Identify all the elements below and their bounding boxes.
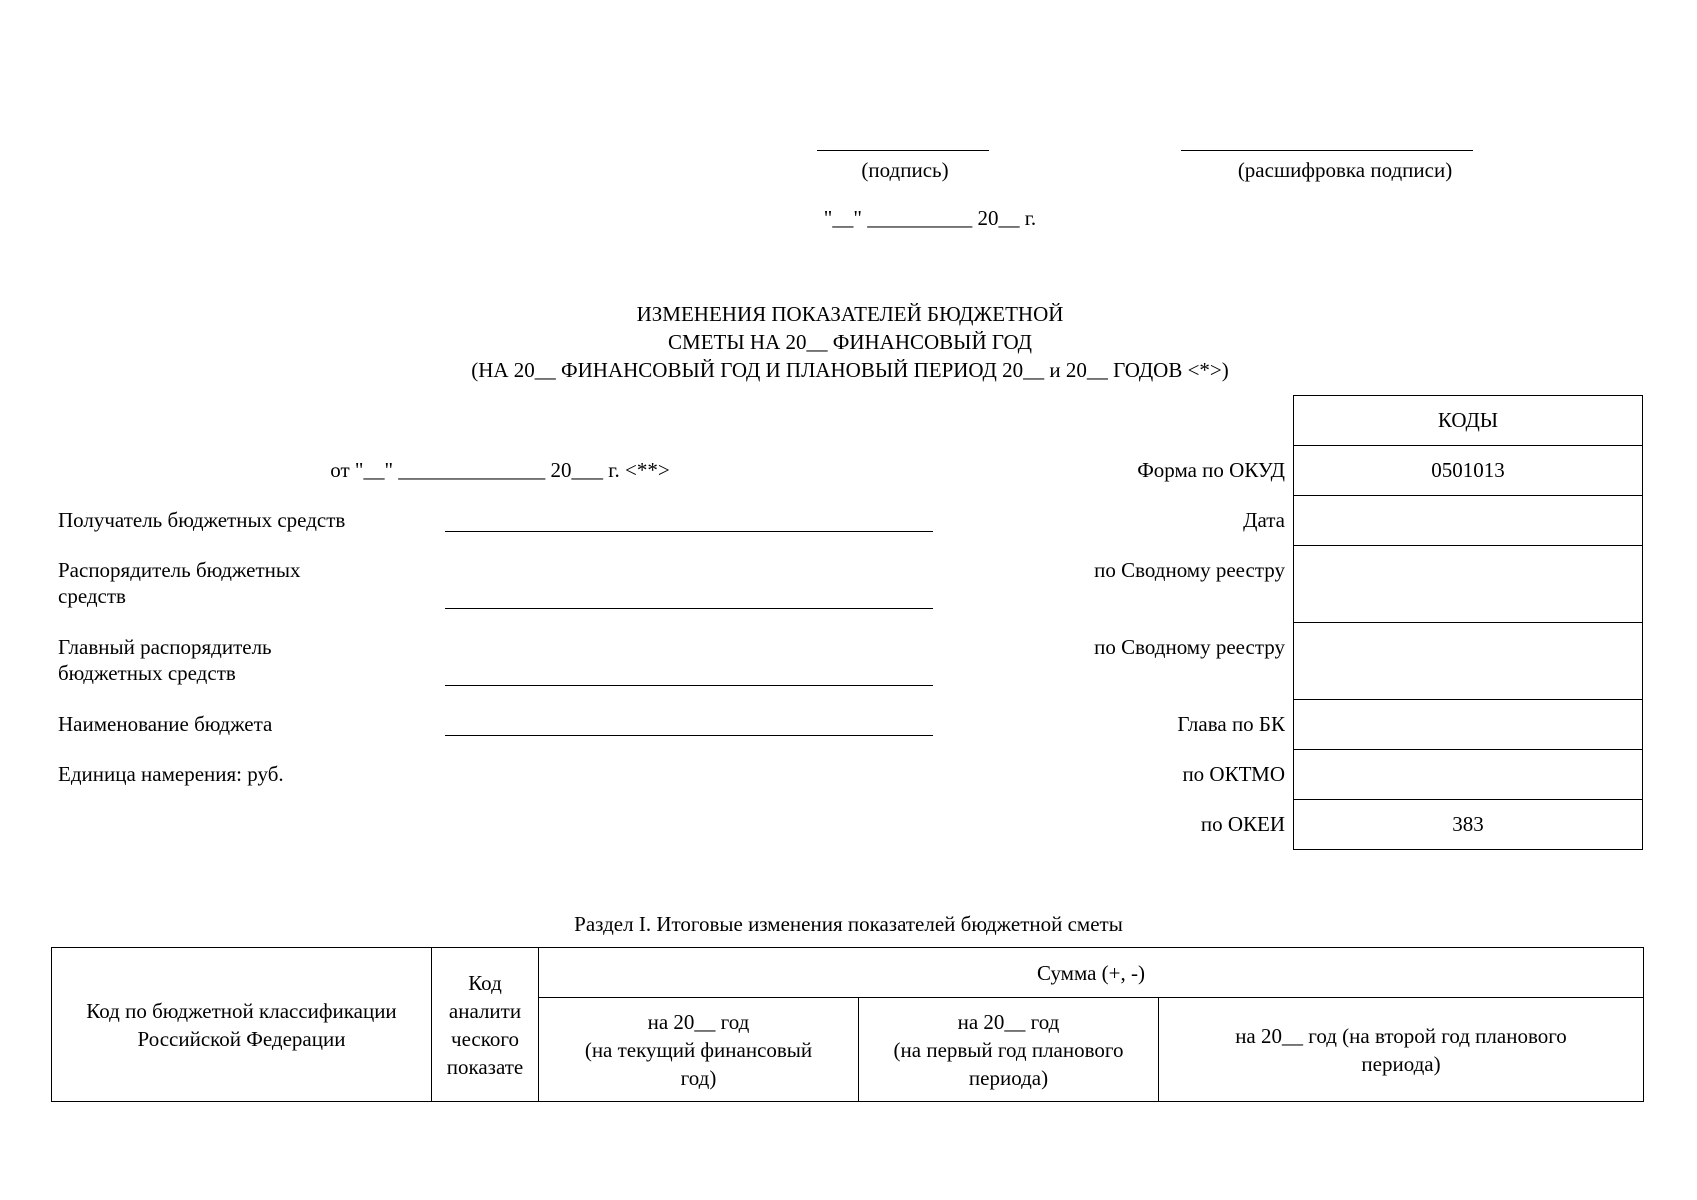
- signature-decoding-line[interactable]: [1181, 150, 1473, 151]
- unit-label: Единица намерения: руб.: [58, 762, 284, 786]
- analytic-code-header: [432, 948, 539, 1102]
- chief-manager-label-line-2: бюджетных средств: [58, 661, 236, 686]
- bk-code-header-line-1: Код по бюджетной классификации: [86, 998, 397, 1023]
- oktmo-label: по ОКТМО: [1182, 762, 1285, 786]
- year2-header-line-1: на 20__ год: [957, 1009, 1060, 1034]
- year1-header: [539, 998, 859, 1102]
- bk-code-header-line-2: Российской Федерации: [137, 1026, 346, 1051]
- okud-label: Форма по ОКУД: [1137, 458, 1285, 482]
- approval-date: "__" __________ 20__ г.: [823, 206, 1037, 230]
- okei-code[interactable]: 383: [1294, 800, 1643, 850]
- recipient-field[interactable]: [445, 531, 933, 532]
- recipient-label: Получатель бюджетных средств: [58, 508, 346, 532]
- analytic-code-header-line-3: ческого: [451, 1026, 519, 1051]
- signature-decoding-caption: (расшифровка подписи): [1237, 158, 1453, 182]
- chief-manager-label-line-1: Главный распорядитель: [58, 635, 272, 659]
- glava-bk-label: Глава по БК: [1177, 712, 1285, 736]
- title-line-2: СМЕТЫ НА 20__ ФИНАНСОВЫЙ ГОД: [668, 330, 1032, 354]
- manager-label-line-1: Распорядитель бюджетных: [58, 558, 301, 582]
- year2-header: [859, 998, 1159, 1102]
- date-code[interactable]: [1294, 496, 1643, 546]
- budget-changes-table: [51, 947, 1644, 1102]
- year3-header-line-1: на 20__ год (на второй год планового: [1235, 1023, 1567, 1048]
- sum-header: Сумма (+, -): [539, 948, 1644, 998]
- budget-name-field[interactable]: [445, 735, 933, 736]
- budget-name-label: Наименование бюджета: [58, 712, 273, 736]
- codes-header: КОДЫ: [1294, 396, 1643, 446]
- manager-label-line-2: средств: [58, 584, 126, 609]
- document-title: [350, 300, 1350, 384]
- date-label: Дата: [1243, 508, 1285, 532]
- year3-header: [1159, 998, 1644, 1102]
- title-line-3: (НА 20__ ФИНАНСОВЫЙ ГОД И ПЛАНОВЫЙ ПЕРИОД 20__ и 20__ ГОДОВ <*>): [471, 358, 1229, 382]
- year1-header-line-3: год): [680, 1065, 717, 1090]
- signature-line[interactable]: [817, 150, 989, 151]
- analytic-code-header-line-4: показате: [446, 1054, 524, 1079]
- year2-header-line-3: периода): [968, 1065, 1049, 1090]
- registry-label-2: по Сводному реестру: [1094, 635, 1285, 659]
- analytic-code-header-line-2: аналити: [448, 998, 522, 1023]
- glava-bk-code[interactable]: [1294, 700, 1643, 750]
- codes-table: [1293, 395, 1643, 850]
- year2-header-line-2: (на первый год планового: [893, 1037, 1124, 1062]
- year3-header-line-2: периода): [1361, 1051, 1441, 1076]
- oktmo-code[interactable]: [1294, 750, 1643, 800]
- registry-label-1: по Сводному реестру: [1094, 558, 1285, 582]
- document-date: от "__" ______________ 20___ г. <**>: [330, 458, 670, 482]
- okei-label: по ОКЕИ: [1200, 812, 1285, 836]
- section-title: Раздел I. Итоговые изменения показателей бюджетной сметы: [574, 912, 1123, 936]
- title-line-1: ИЗМЕНЕНИЯ ПОКАЗАТЕЛЕЙ БЮДЖЕТНОЙ: [636, 302, 1064, 326]
- manager-label: [58, 557, 438, 610]
- registry-code-1[interactable]: [1294, 546, 1643, 623]
- year1-header-line-2: (на текущий финансовый: [584, 1037, 813, 1062]
- year1-header-line-1: на 20__ год: [647, 1009, 750, 1034]
- registry-code-2[interactable]: [1294, 623, 1643, 700]
- bk-code-header: [52, 948, 432, 1102]
- chief-manager-field[interactable]: [445, 685, 933, 686]
- signature-caption: (подпись): [861, 158, 949, 182]
- chief-manager-label: [58, 634, 438, 687]
- okud-code[interactable]: 0501013: [1294, 446, 1643, 496]
- analytic-code-header-line-1: Код: [468, 970, 502, 995]
- manager-field[interactable]: [445, 608, 933, 609]
